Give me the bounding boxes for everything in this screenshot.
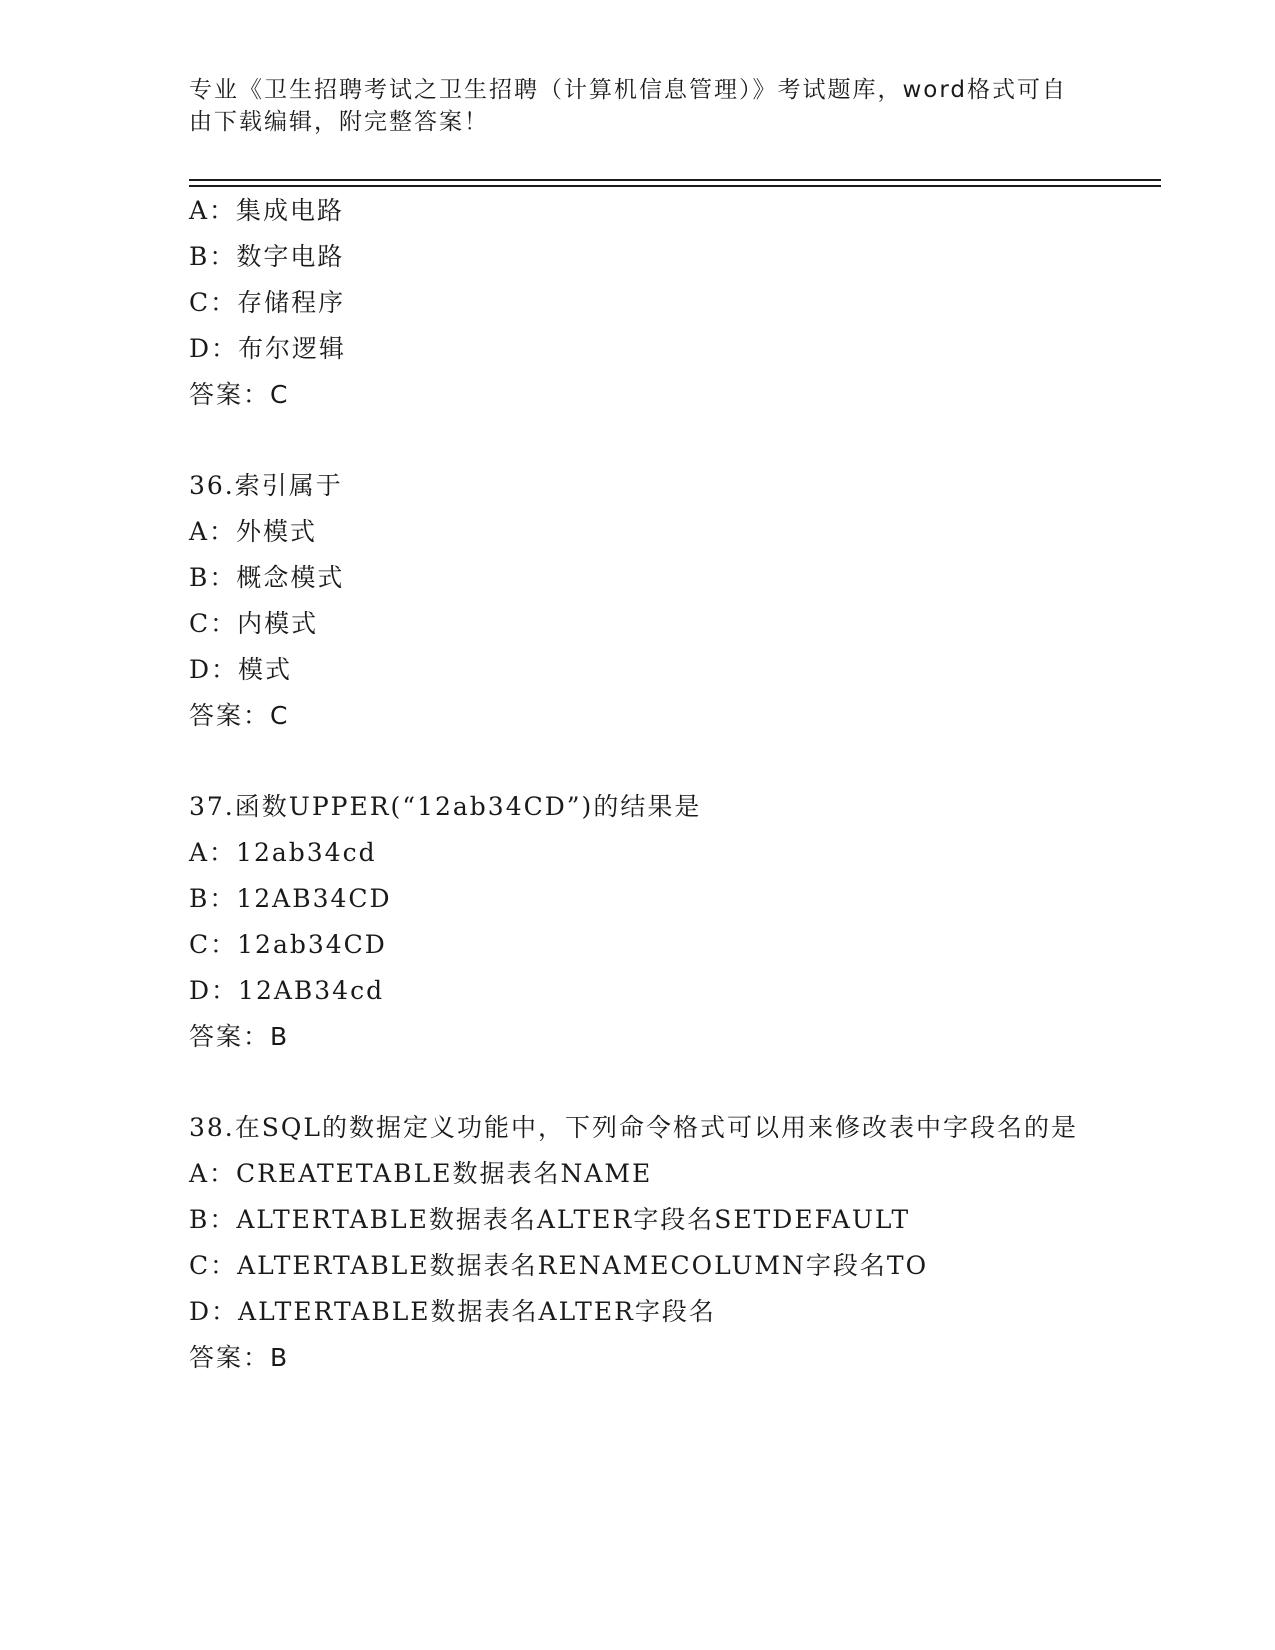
header-divider-top [189,179,1161,181]
header-divider-bottom [189,185,1161,187]
option-b: B：数字电路 [189,242,345,271]
document-header: 专业《卫生招聘考试之卫生招聘（计算机信息管理）》考试题库，word格式可自由下载编辑，附完整答案！ [189,77,1068,135]
option-c: C：ALTERTABLE数据表名RENAMECOLUMN字段名TO [189,1251,929,1280]
option-c: C：存储程序 [189,288,346,317]
block-spacer [189,418,1089,463]
question-block [189,784,1089,1060]
option-a: A：CREATETABLE数据表名NAME [189,1159,653,1188]
option-c: C：12ab34CD [189,930,387,959]
block-spacer [189,739,1089,784]
option-a: A：集成电路 [189,196,345,225]
option-b: B：12AB34CD [189,884,392,913]
question-block [189,463,1089,739]
question-title [189,1105,1089,1151]
block-spacer [189,1060,1089,1105]
option-d: D：模式 [189,655,293,684]
answer-line: 答案：B [189,1343,290,1372]
answer-line: 答案：B [189,1022,290,1051]
option-d: D：ALTERTABLE数据表名ALTER字段名 [189,1297,716,1326]
option-a: A：12ab34cd [189,838,377,867]
question-title: 37.函数UPPER(“12ab34CD”)的结果是 [189,792,702,821]
option-c: C：内模式 [189,609,319,638]
question-block [189,1105,1089,1381]
question-title: 36.索引属于 [189,471,343,500]
option-b: B：ALTERTABLE数据表名ALTER字段名SETDEFAULT [189,1205,911,1234]
option-a: A：外模式 [189,517,318,546]
option-b: B：概念模式 [189,563,345,592]
option-d: D：12AB34cd [189,976,385,1005]
question-title-text: 38.在SQL的数据定义功能中，下列命令格式可以用来修改表中字段名的是 [189,1113,1078,1142]
question-block [189,188,1089,418]
question-list [189,188,1089,1381]
option-d: D：布尔逻辑 [189,334,347,363]
answer-line: 答案：C [189,701,290,730]
answer-line: 答案：C [189,380,290,409]
